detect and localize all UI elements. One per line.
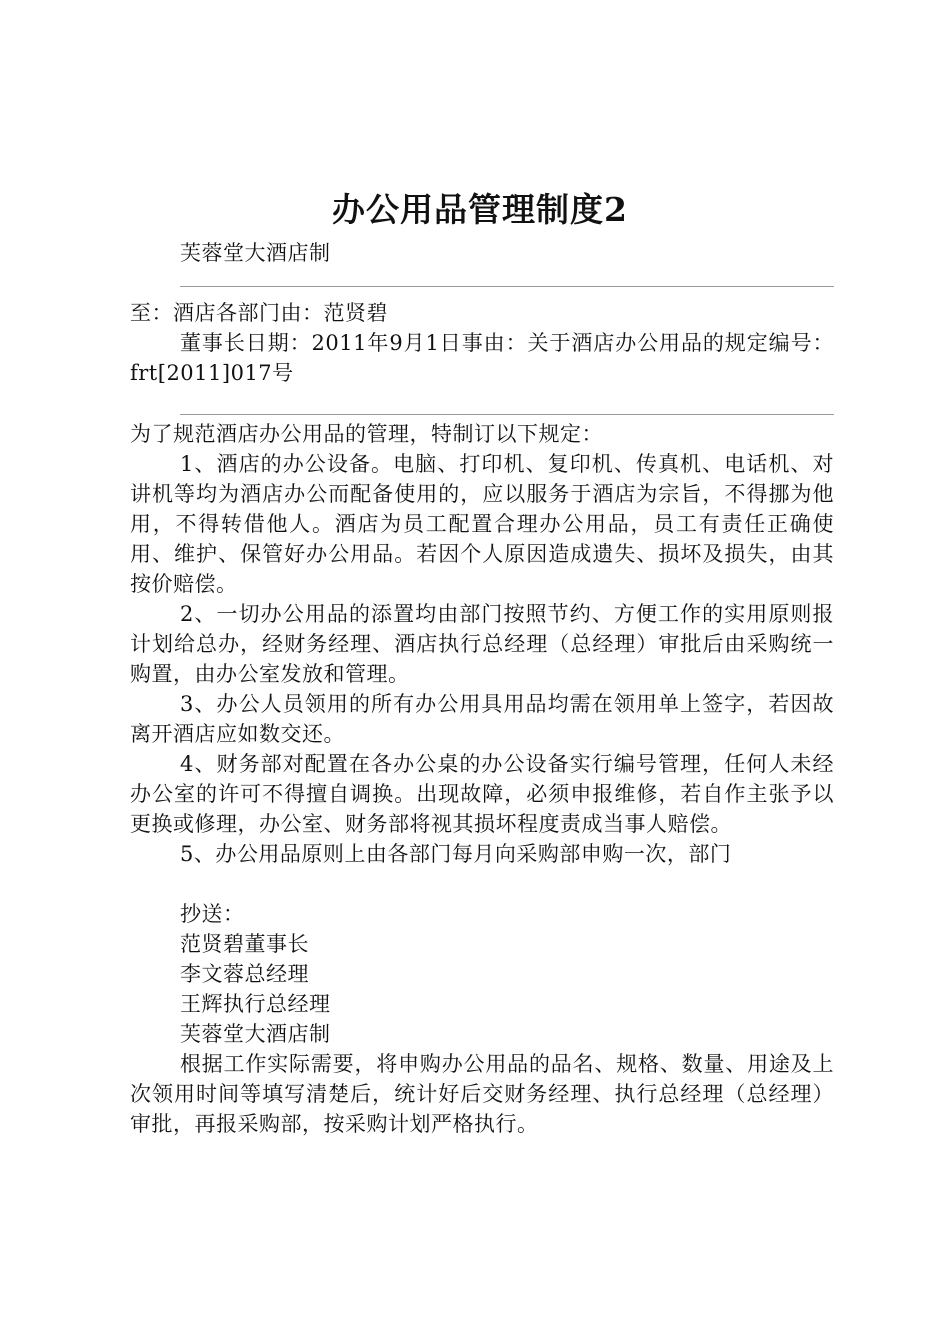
intro-paragraph: 为了规范酒店办公用品的管理，特制订以下规定：: [130, 422, 603, 446]
cc-recipient: 芙蓉堂大酒店制: [180, 1022, 331, 1046]
document-title: 办公用品管理制度2: [332, 190, 628, 229]
document-body: [130, 238, 834, 1139]
continuation-paragraph: 根据工作实际需要，将申购办公用品的品名、规格、数量、用途及上次领用时间等填写清楚后，统计好后交财务经理、执行总经理（总经理）审批，再报采购部，按采购计划严格执行。: [130, 1052, 834, 1136]
date-subject-line: 董事长日期：2011年9月1日事由：关于酒店办公用品的规定编号：frt[2011]017号: [130, 331, 834, 385]
cc-recipient: 王辉执行总经理: [180, 992, 331, 1016]
header-rule-top: [180, 286, 834, 287]
cc-recipient: 范贤碧董事长: [180, 932, 309, 956]
cc-label: 抄送：: [180, 902, 245, 926]
to-from-line: 至：酒店各部门由：范贤碧: [130, 301, 388, 325]
cc-recipient: 李文蓉总经理: [180, 962, 309, 986]
issuer-line: 芙蓉堂大酒店制: [180, 241, 331, 265]
header-rule-bottom: [180, 414, 834, 415]
rule-item-1: 1、酒店的办公设备。电脑、打印机、复印机、传真机、电话机、对讲机等均为酒店办公而配备使用的，应以服务于酒店为宗旨，不得挪为他用，不得转借他人。酒店为员工配置合理办公用品，员工有责任正确使用、维护、保管好办公用品。若因个人原因造成遗失、损坏及损失，由其按价赔偿。: [130, 452, 834, 596]
rule-item-2: 2、一切办公用品的添置均由部门按照节约、方便工作的实用原则报计划给总办，经财务经理、酒店执行总经理（总经理）审批后由采购统一购置，由办公室发放和管理。: [130, 602, 834, 686]
rule-item-3: 3、办公人员领用的所有办公用具用品均需在领用单上签字，若因故离开酒店应如数交还。: [130, 692, 834, 746]
rule-item-5: 5、办公用品原则上由各部门每月向采购部申购一次，部门: [180, 842, 732, 866]
section-gap: [130, 869, 834, 899]
rule-item-4: 4、财务部对配置在各办公桌的办公设备实行编号管理，任何人未经办公室的许可不得擅自调换。出现故障，必须申报维修，若自作主张予以更换或修理，办公室、财务部将视其损坏程度责成当事人赔偿。: [130, 752, 834, 836]
